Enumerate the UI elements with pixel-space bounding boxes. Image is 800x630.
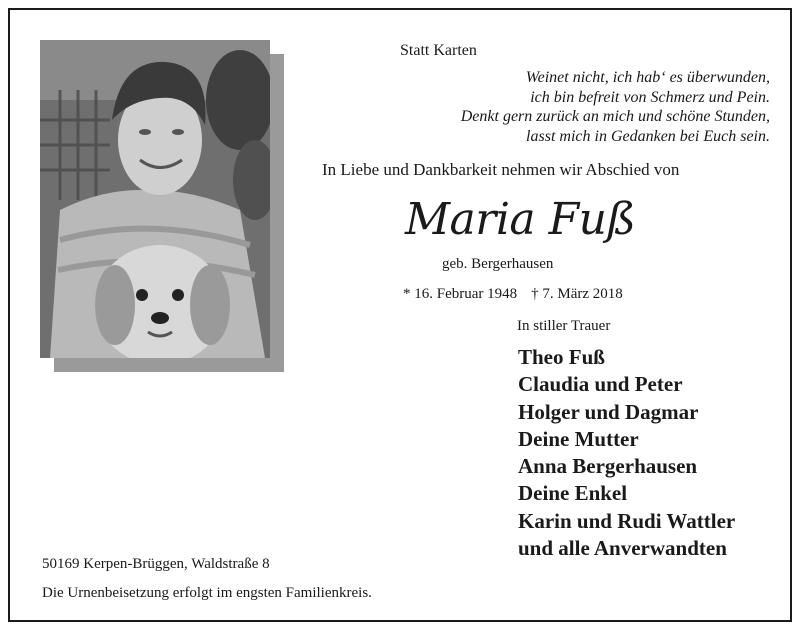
burial-note: Die Urnenbeisetzung erfolgt im engsten Familienkreis.	[42, 585, 372, 601]
mourner-name: und alle Anverwandten	[518, 536, 727, 561]
mourners-heading: In stiller Trauer	[517, 318, 611, 334]
mourner-name: Theo Fuß	[518, 345, 605, 369]
mourner-name: Holger und Dagmar	[518, 399, 699, 424]
mourners-list	[518, 344, 735, 562]
poem-line: ich bin befreit von Schmerz und Pein.	[530, 88, 770, 106]
birth-name: geb. Bergerhausen	[442, 256, 554, 272]
death-date: † 7. März 2018	[531, 286, 623, 302]
mourner-name: Anna Bergerhausen	[518, 454, 698, 479]
mourner-name: Claudia und Peter	[518, 372, 683, 397]
poem	[461, 68, 770, 146]
life-dates	[403, 286, 623, 303]
poem-line: Denkt gern zurück an mich und schöne Stunden,	[460, 108, 770, 125]
poem-line: lasst mich in Gedanken bei Euch sein.	[526, 127, 770, 145]
deceased-name: Maria Fuß	[405, 194, 636, 245]
portrait-illustration	[40, 40, 270, 358]
announcement-text: In Liebe und Dankbarkeit nehmen wir Abschied von	[322, 160, 680, 179]
mourner-name: Deine Enkel	[518, 481, 628, 506]
birth-date: * 16. Februar 1948	[403, 286, 518, 302]
poem-line: Weinet nicht, ich hab‘ es überwunden,	[525, 69, 770, 86]
address: 50169 Kerpen-Brüggen, Waldstraße 8	[42, 556, 270, 572]
mourner-name: Karin und Rudi Wattler	[518, 508, 736, 533]
statt-karten: Statt Karten	[400, 42, 477, 59]
portrait-photo	[40, 40, 270, 358]
mourner-name: Deine Mutter	[518, 426, 639, 451]
